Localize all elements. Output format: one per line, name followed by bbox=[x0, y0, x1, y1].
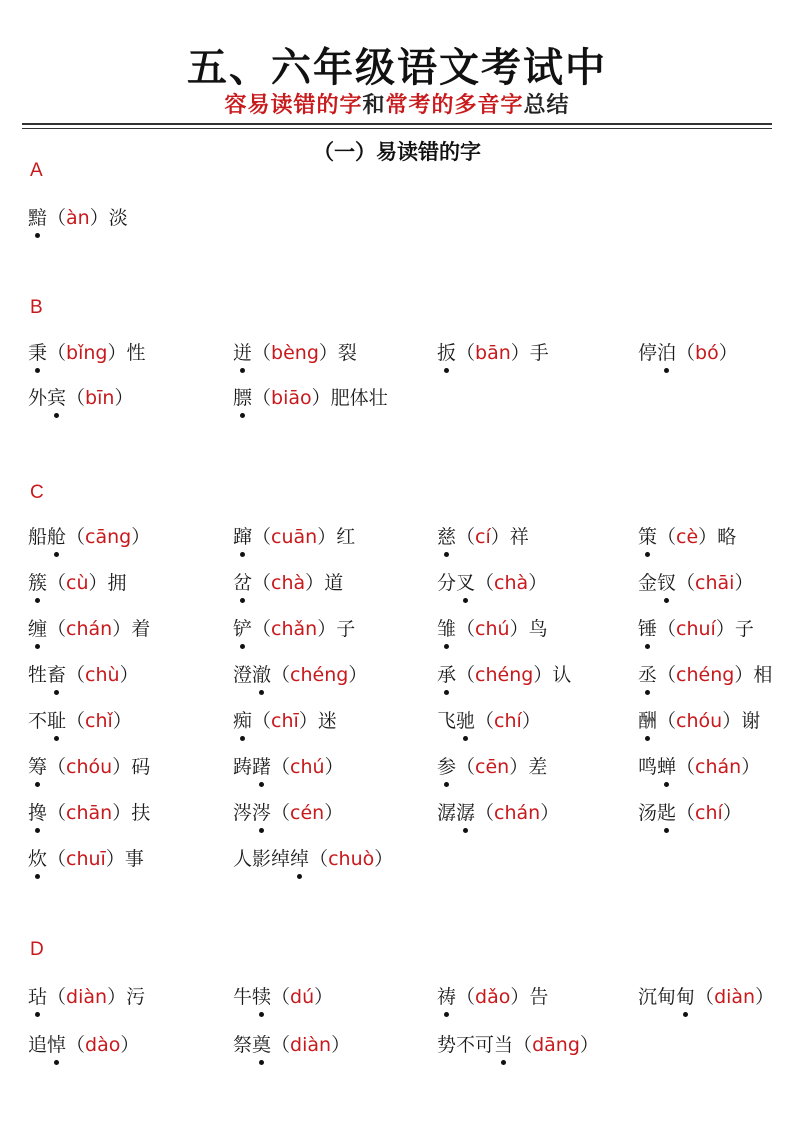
word-entry: 参 （cēn）差 bbox=[437, 752, 547, 779]
emphasis-dot bbox=[664, 368, 669, 373]
word-entry: 祷 （dǎo）告 bbox=[437, 982, 548, 1009]
pinyin: biāo bbox=[271, 387, 312, 409]
group-letter: B bbox=[30, 297, 43, 318]
emphasis-dot bbox=[240, 413, 245, 418]
subtitle-part: 常考的多音字 bbox=[385, 92, 524, 118]
pinyin: chà bbox=[494, 572, 529, 594]
word-entry: 蹿 （cuān）红 bbox=[233, 522, 355, 549]
emphasis-dot bbox=[259, 690, 264, 695]
pinyin: chāi bbox=[695, 572, 735, 594]
header-divider-thin bbox=[22, 128, 772, 129]
word-entry: 牛犊 （dú） bbox=[233, 982, 333, 1009]
emphasis-dot bbox=[54, 552, 59, 557]
word-entry: 沉甸甸 （diàn） bbox=[638, 982, 774, 1009]
pinyin: chú bbox=[475, 618, 510, 640]
word-entry: 膘 （biāo）肥体壮 bbox=[233, 383, 388, 410]
emphasis-dot bbox=[259, 1060, 264, 1065]
pinyin: chuí bbox=[676, 618, 716, 640]
subtitle-part: 总结 bbox=[523, 92, 570, 118]
word-entry: 汤匙 （chí） bbox=[638, 798, 742, 825]
pinyin: chuī bbox=[66, 848, 106, 870]
group-letter: A bbox=[30, 160, 43, 181]
emphasis-dot bbox=[240, 598, 245, 603]
pinyin: chóu bbox=[66, 756, 113, 778]
emphasis-dot bbox=[683, 1012, 688, 1017]
emphasis-dot bbox=[664, 598, 669, 603]
word-entry: 船舱 （cāng） bbox=[28, 522, 150, 549]
word-entry: 策 （cè）略 bbox=[638, 522, 736, 549]
pinyin: chéng bbox=[475, 664, 534, 686]
section-title: （一）易读错的字 bbox=[313, 139, 481, 164]
emphasis-dot bbox=[444, 552, 449, 557]
subtitle-part: 和 bbox=[362, 92, 386, 118]
pinyin: cè bbox=[676, 526, 699, 548]
pinyin: cí bbox=[475, 526, 491, 548]
word-entry: 踌躇 （chú） bbox=[233, 752, 344, 779]
emphasis-dot bbox=[54, 736, 59, 741]
word-entry: 迸 （bèng）裂 bbox=[233, 338, 357, 365]
word-entry: 势不可当 （dāng） bbox=[437, 1030, 599, 1057]
word-entry: 玷 （diàn）污 bbox=[28, 982, 145, 1009]
emphasis-dot bbox=[54, 413, 59, 418]
pinyin: bèng bbox=[271, 342, 319, 364]
emphasis-dot bbox=[664, 782, 669, 787]
word-entry: 扳 （bān）手 bbox=[437, 338, 549, 365]
emphasis-dot bbox=[444, 690, 449, 695]
word-entry: 鸣蝉 （chán） bbox=[638, 752, 760, 779]
emphasis-dot bbox=[35, 368, 40, 373]
pinyin: chán bbox=[695, 756, 742, 778]
emphasis-dot bbox=[463, 598, 468, 603]
pinyin: chí bbox=[494, 710, 522, 732]
group-letter: C bbox=[30, 482, 44, 503]
emphasis-dot bbox=[297, 874, 302, 879]
pinyin: cù bbox=[66, 572, 89, 594]
emphasis-dot bbox=[259, 828, 264, 833]
emphasis-dot bbox=[645, 644, 650, 649]
pinyin: cāng bbox=[85, 526, 132, 548]
word-entry: 祭奠 （diàn） bbox=[233, 1030, 350, 1057]
emphasis-dot bbox=[463, 828, 468, 833]
word-entry: 澄澈 （chéng） bbox=[233, 660, 367, 687]
pinyin: àn bbox=[66, 207, 90, 229]
word-entry: 金钗 （chāi） bbox=[638, 568, 753, 595]
word-entry: 缠 （chán）着 bbox=[28, 614, 150, 641]
emphasis-dot bbox=[444, 782, 449, 787]
word-entry: 分叉 （chà） bbox=[437, 568, 547, 595]
pinyin: chī bbox=[271, 710, 299, 732]
word-entry: 人影绰绰 （chuò） bbox=[233, 844, 393, 871]
emphasis-dot bbox=[259, 782, 264, 787]
emphasis-dot bbox=[645, 736, 650, 741]
pinyin: chóu bbox=[676, 710, 723, 732]
emphasis-dot bbox=[444, 644, 449, 649]
pinyin: diàn bbox=[290, 1034, 332, 1056]
emphasis-dot bbox=[444, 1012, 449, 1017]
pinyin: bǐng bbox=[66, 342, 108, 364]
pinyin: chǐ bbox=[85, 710, 113, 732]
pinyin: cēn bbox=[475, 756, 510, 778]
emphasis-dot bbox=[240, 368, 245, 373]
pinyin: chān bbox=[66, 802, 113, 824]
emphasis-dot bbox=[501, 1060, 506, 1065]
word-entry: 不耻 （chǐ） bbox=[28, 706, 132, 733]
word-entry: 涔涔 （cén） bbox=[233, 798, 343, 825]
pinyin: chuò bbox=[328, 848, 375, 870]
pinyin: chéng bbox=[290, 664, 349, 686]
word-entry: 外宾 （bīn） bbox=[28, 383, 133, 410]
word-entry: 搀 （chān）扶 bbox=[28, 798, 150, 825]
emphasis-dot bbox=[444, 368, 449, 373]
word-entry: 承 （chéng）认 bbox=[437, 660, 571, 687]
word-entry: 铲 （chǎn）子 bbox=[233, 614, 355, 641]
emphasis-dot bbox=[664, 828, 669, 833]
word-entry: 痴 （chī）迷 bbox=[233, 706, 337, 733]
pinyin: dú bbox=[290, 986, 315, 1008]
emphasis-dot bbox=[35, 598, 40, 603]
word-entry: 岔 （chà）道 bbox=[233, 568, 343, 595]
pinyin: chú bbox=[290, 756, 325, 778]
emphasis-dot bbox=[240, 552, 245, 557]
pinyin: diàn bbox=[66, 986, 108, 1008]
emphasis-dot bbox=[463, 736, 468, 741]
emphasis-dot bbox=[645, 552, 650, 557]
word-entry: 黯 （àn）淡 bbox=[28, 203, 128, 230]
pinyin: bó bbox=[695, 342, 719, 364]
header-divider bbox=[22, 123, 772, 125]
emphasis-dot bbox=[35, 782, 40, 787]
pinyin: chán bbox=[494, 802, 541, 824]
word-entry: 潺潺 （chán） bbox=[437, 798, 559, 825]
emphasis-dot bbox=[35, 644, 40, 649]
pinyin: chéng bbox=[676, 664, 735, 686]
page-title: 五、六年级语文考试中 bbox=[187, 44, 607, 91]
pinyin: dǎo bbox=[475, 986, 511, 1008]
pinyin: bīn bbox=[85, 387, 115, 409]
emphasis-dot bbox=[54, 1060, 59, 1065]
word-entry: 飞驰 （chí） bbox=[437, 706, 541, 733]
pinyin: dào bbox=[85, 1034, 121, 1056]
word-entry: 炊 （chuī）事 bbox=[28, 844, 144, 871]
emphasis-dot bbox=[240, 644, 245, 649]
word-entry: 牲畜 （chù） bbox=[28, 660, 139, 687]
pinyin: bān bbox=[475, 342, 511, 364]
word-entry: 酬 （chóu）谢 bbox=[638, 706, 760, 733]
word-entry: 秉 （bǐng）性 bbox=[28, 338, 146, 365]
word-entry: 追悼 （dào） bbox=[28, 1030, 139, 1057]
pinyin: chǎn bbox=[271, 618, 318, 640]
pinyin: cén bbox=[290, 802, 325, 824]
emphasis-dot bbox=[54, 690, 59, 695]
pinyin: dāng bbox=[532, 1034, 580, 1056]
emphasis-dot bbox=[35, 1012, 40, 1017]
pinyin: chà bbox=[271, 572, 306, 594]
word-entry: 慈 （cí）祥 bbox=[437, 522, 529, 549]
emphasis-dot bbox=[259, 1012, 264, 1017]
pinyin: cuān bbox=[271, 526, 318, 548]
word-entry: 停泊 （bó） bbox=[638, 338, 738, 365]
page-subtitle bbox=[0, 88, 794, 119]
pinyin: chù bbox=[85, 664, 120, 686]
group-letter: D bbox=[30, 939, 44, 960]
emphasis-dot bbox=[240, 736, 245, 741]
pinyin: diàn bbox=[714, 986, 756, 1008]
word-entry: 丞 （chéng）相 bbox=[638, 660, 772, 687]
emphasis-dot bbox=[35, 874, 40, 879]
pinyin: chí bbox=[695, 802, 723, 824]
word-entry: 锤 （chuí）子 bbox=[638, 614, 754, 641]
word-entry: 雏 （chú）鸟 bbox=[437, 614, 548, 641]
word-entry: 筹 （chóu）码 bbox=[28, 752, 150, 779]
pinyin: chán bbox=[66, 618, 113, 640]
emphasis-dot bbox=[35, 828, 40, 833]
word-entry: 簇 （cù）拥 bbox=[28, 568, 127, 595]
emphasis-dot bbox=[645, 690, 650, 695]
emphasis-dot bbox=[35, 233, 40, 238]
subtitle-part: 容易读错的字 bbox=[224, 92, 363, 118]
